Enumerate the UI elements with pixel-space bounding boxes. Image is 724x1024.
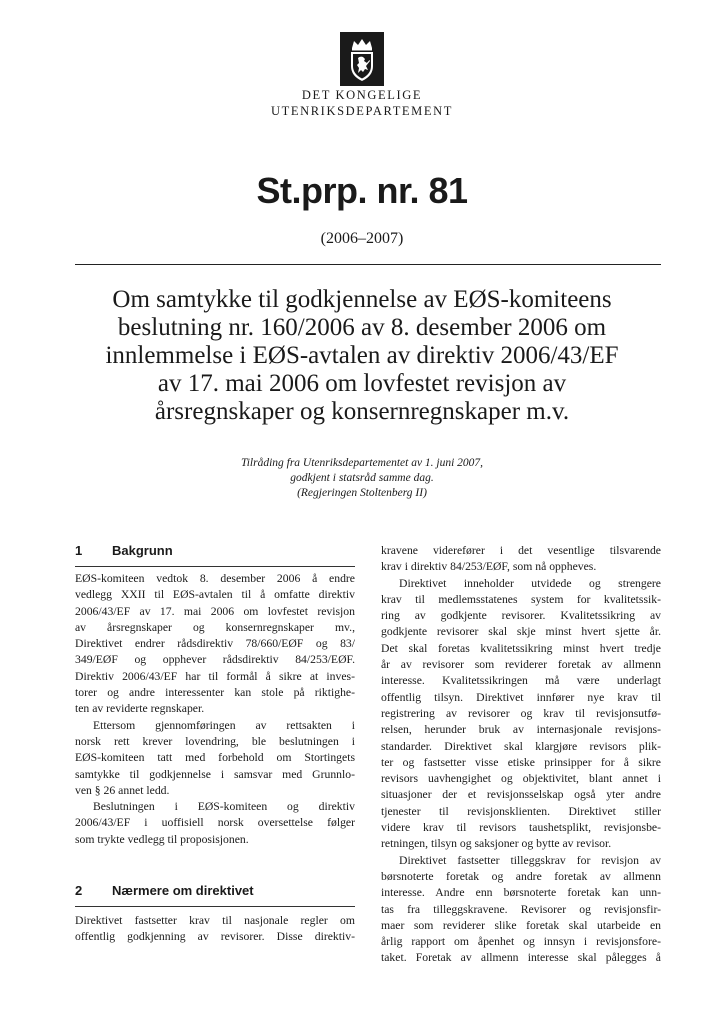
section-number: 2 xyxy=(75,883,83,898)
text-line: relsen, herunder bruk av internasjonale revisjons- xyxy=(381,723,661,737)
text-line: EØS-komiteen tatt med forbehold om Stortingets xyxy=(75,751,355,765)
text-line: revisors uavhengighet og objektivitet, blant annet i xyxy=(381,772,661,786)
subtitle-line: (Regjeringen Stoltenberg II) xyxy=(297,487,427,499)
text-line: standarder. Direktivet skal klargjøre revisors plik- xyxy=(381,739,661,753)
heading-line: beslutning nr. 160/2006 av 8. desember 2006 om xyxy=(117,314,607,341)
heading-line: Om samtykke til godkjennelse av EØS-komiteens xyxy=(112,286,612,313)
section-title: Nærmere om direktivet xyxy=(112,883,254,898)
text-line: ven § 26 annet ledd. xyxy=(75,783,170,797)
text-line: tas fra tilleggskravene. Revisorer og revisjonsfir- xyxy=(381,902,661,916)
text-line: EØS-komiteen vedtok 8. desember 2006 å endre xyxy=(75,572,355,585)
section-1-body xyxy=(75,571,355,848)
text-line: videre krav til revisors taushetsplikt, revisjonsbe- xyxy=(381,821,661,835)
text-line: maer som reviderer slike foretak skal utarbeide en xyxy=(381,918,661,932)
section-2-body xyxy=(75,913,355,946)
right-column-body xyxy=(381,543,661,967)
crest-container xyxy=(0,32,724,91)
text-line: Beslutningen i EØS-komiteen og direktiv xyxy=(93,800,355,814)
section-1-heading xyxy=(75,543,355,558)
text-line: ten av reviderte regnskaper. xyxy=(75,702,205,716)
text-line: år av revisorer som reviderer foretak av allmenn xyxy=(381,658,661,672)
heading-line: årsregnskaper og konsernregnskaper m.v. xyxy=(154,398,570,425)
text-line: krav i direktiv 84/253/EØF, som nå oppheves. xyxy=(381,560,597,574)
document-session: (2006–2007) xyxy=(320,230,404,247)
heading-line: innlemmelse i EØS-avtalen av direktiv 2006/43/EF xyxy=(105,342,619,369)
text-line: retningen, tilsyn og saksjoner og bytte av revisor. xyxy=(381,837,612,851)
text-line: offentlig godkjenning av revisorer. Disse direktiv- xyxy=(75,930,355,944)
section-1-divider xyxy=(75,566,355,567)
text-line: vedlegg XXII til EØS-avtalen til å omfatte direktiv xyxy=(75,588,355,602)
text-line: situasjoner der et revisjonsselskap også yter andre xyxy=(381,788,661,802)
text-line: ring av godkjente revisorer. Kvalitetssikring av xyxy=(381,609,661,623)
subtitle-line: Tilråding fra Utenriksdepartementet av 1. juni 2007, xyxy=(240,457,484,469)
text-line: samtykke til godkjennelse i samsvar med Grunnlo- xyxy=(75,767,355,781)
ministry-name-line2: UTENRIKSDEPARTEMENT xyxy=(271,104,453,118)
text-line: tjenester til revisjonsklienten. Direktivet stiller xyxy=(381,804,661,818)
ministry-name-line1: DET KONGELIGE xyxy=(301,88,423,102)
text-line: Direktivet endrer rådsdirektiv 78/660/EØF og 83/ xyxy=(75,637,355,651)
text-line: interesse. Andre enn børsnoterte foretak kan unn- xyxy=(381,886,661,900)
text-line: interesse. Kvalitetssikringen må være underlagt xyxy=(381,674,661,688)
section-2-divider xyxy=(75,906,355,907)
document-subtitle xyxy=(0,456,724,501)
text-line: 2006/43/EF i uoffisiell norsk oversettelse følger xyxy=(75,816,355,830)
text-line: årlig rapport om åpenhet og innsyn i revisjonsfore- xyxy=(381,935,661,949)
text-line: registrering av revisorer og krav til revisjonsutfø- xyxy=(381,706,661,720)
document-heading xyxy=(62,286,662,426)
text-line: krav til medlemsstatenes system for kvalitetssik- xyxy=(381,592,661,606)
text-line: 349/EØF og opphever rådsdirektiv 84/253/EØF. xyxy=(75,653,355,667)
text-line: børsnoterte foretak og andre foretak av allmenn xyxy=(381,869,661,883)
text-line: godkjente revisorer skal skje minst hvert sjette år. xyxy=(381,625,661,639)
text-line: som trykte vedlegg til proposisjonen. xyxy=(75,832,249,846)
text-line: ter og fastsetter visse etiske prinsipper for å sikre xyxy=(381,755,661,769)
text-line: torer og andre interessenter kan stole på riktighe- xyxy=(75,686,355,700)
text-line: Direktivet inneholder utvidede og strengere xyxy=(399,576,661,590)
section-title: Bakgrunn xyxy=(112,543,173,558)
text-line: Ettersom gjennomføringen av rettsakten i xyxy=(93,718,355,732)
title-divider xyxy=(75,264,661,265)
text-line: norsk rett krever lovendring, ble beslutningen i xyxy=(75,734,355,748)
text-line: taket. Foretak av allmenn interesse skal pålegges å xyxy=(381,951,661,965)
text-line: av årsregnskaper og konsernregnskaper mv., xyxy=(75,620,355,634)
section-number: 1 xyxy=(75,543,83,558)
text-line: Det skal foretas kvalitetssikring minst hvert tredje xyxy=(381,641,661,655)
section-2-heading xyxy=(75,883,355,898)
text-line: 2006/43/EF av 17. mai 2006 om lovfestet revisjon xyxy=(75,604,355,618)
heading-line: av 17. mai 2006 om lovfestet revisjon av xyxy=(157,370,567,397)
norwegian-coat-of-arms-icon xyxy=(340,32,384,86)
text-line: offentlig tilsyn. Direktivet innfører nye krav til xyxy=(381,690,661,704)
text-line: Direktivet fastsetter tilleggskrav for revisjon av xyxy=(399,853,661,867)
text-line: kravene viderefører i det vesentlige tilsvarende xyxy=(381,544,661,557)
document-title: St.prp. nr. 81 xyxy=(256,170,468,211)
subtitle-line: godkjent i statsråd samme dag. xyxy=(290,472,434,484)
text-line: Direktivet fastsetter krav til nasjonale regler om xyxy=(75,914,355,927)
text-line: Direktiv 2006/43/EF har til formål å sikre at inves- xyxy=(75,669,355,683)
